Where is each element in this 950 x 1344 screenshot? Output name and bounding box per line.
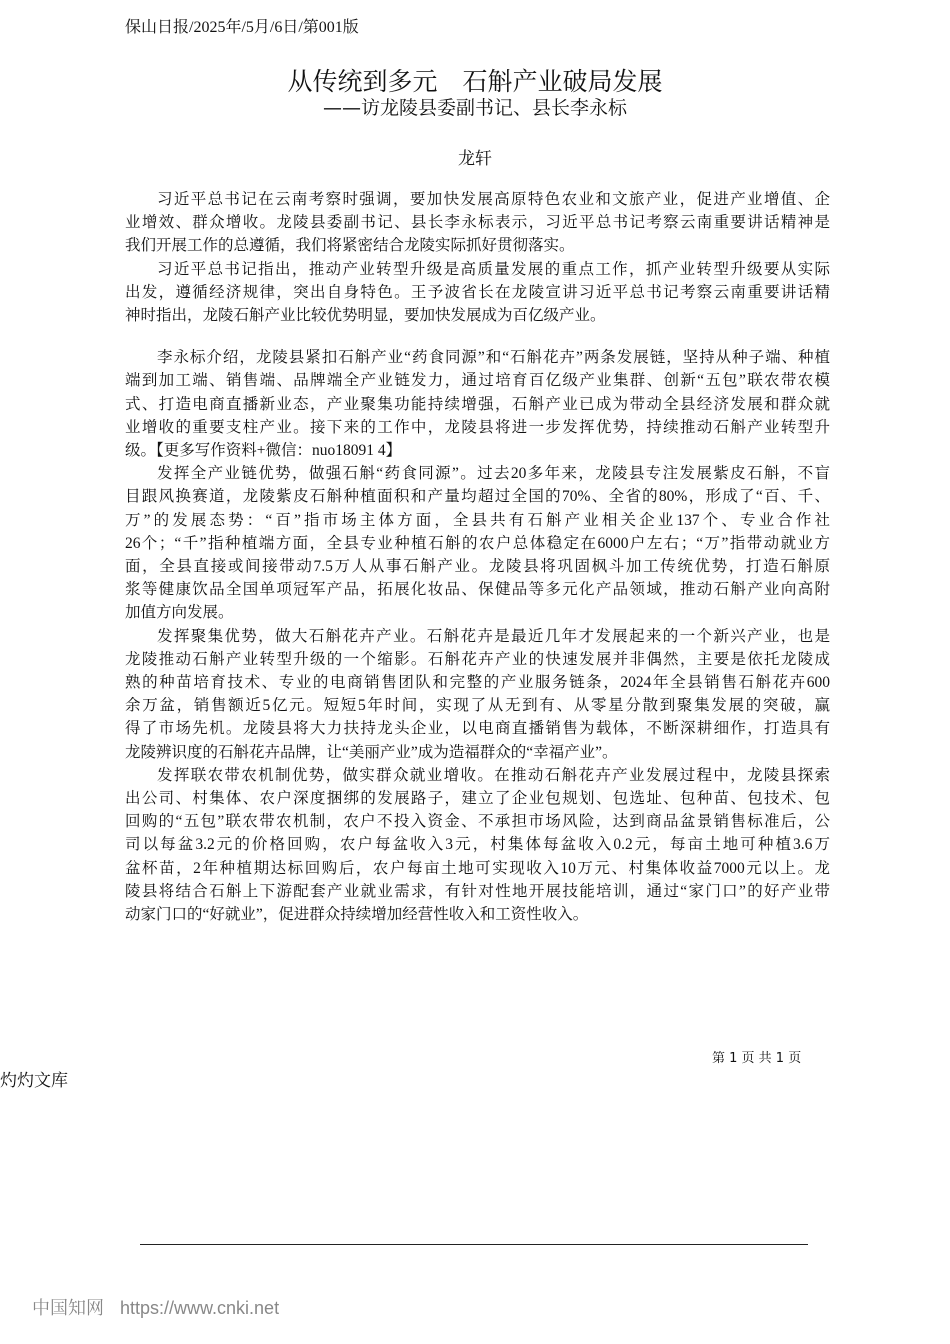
paragraph-line: 余万盆，销售额近5亿元。短短5年时间，实现了从无到有、从零星分散到聚集发展的突破，赢: [125, 697, 830, 715]
paragraph-line: 端到加工端、销售端、品牌端全产业链发力，通过培育百亿级产业集群、创新“五包”联农带农模: [125, 372, 830, 390]
source-line: 保山日报/2025年/5月/6日/第001版: [125, 19, 359, 36]
paragraph: [125, 188, 830, 258]
paragraph-line: 目跟风换赛道，龙陵紫皮石斛种植面积和产量均超过全国的70%、全省的80%，形成了“百、千、: [125, 488, 830, 506]
paragraph-line: 业增效、群众增收。龙陵县委副书记、县长李永标表示，习近平总书记考察云南重要讲话精神是: [125, 214, 830, 232]
article-subtitle: ——访龙陵县委副书记、县长李永标: [322, 97, 627, 119]
paragraph-line: 出发，遵循经济规律，突出自身特色。王予波省长在龙陵宣讲习近平总书记考察云南重要讲话精: [125, 283, 830, 301]
paragraph-line: 级。【更多写作资料+微信：nuo18091 4】: [125, 442, 402, 460]
page-number: 第 1 页 共 1 页: [712, 1051, 802, 1066]
paragraph-line: 浆等健康饮品全国单项冠军产品，拓展化妆品、保健品等多元化产品领域，推动石斛产业向高附: [125, 581, 830, 599]
paragraph-line: 发挥联农带农机制优势，做实群众就业增收。在推动石斛花卉产业发展过程中，龙陵县探索: [157, 766, 830, 784]
paragraph-line: 李永标介绍，龙陵县紧扣石斛产业“药食同源”和“石斛花卉”两条发展链，坚持从种子端、种植: [157, 349, 830, 367]
paragraph-line: 业增收的重要支柱产业。接下来的工作中，龙陵县将进一步发挥优势，持续推动石斛产业转型升: [125, 418, 830, 436]
paragraph-line: 回购的“五包”联农带农机制，农户不投入资金、不承担市场风险，达到商品盆景销售标准后，公: [125, 813, 830, 831]
library-watermark: 灼灼文库: [0, 1071, 68, 1091]
paragraph-line: 26个；“千”指种植端方面，全县专业种植石斛的农户总体稳定在6000户左右；“万”指带动就业方: [125, 534, 830, 552]
paragraph-line: 我们开展工作的总遵循，我们将紧密结合龙陵实际抓好贯彻落实。: [125, 237, 575, 255]
paragraph-line: 龙陵推动石斛产业转型升级的一个缩影。石斛花卉产业的快速发展并非偶然，主要是依托龙陵成: [125, 650, 830, 668]
cnki-name: 中国知网: [32, 1298, 104, 1318]
paragraph-line: 发挥全产业链优势，做强石斛“药食同源”。过去20多年来，龙陵县专注发展紫皮石斛，不盲: [157, 465, 830, 483]
paragraph-line: 习近平总书记在云南考察时强调，要加快发展高原特色农业和文旅产业，促进产业增值、企: [157, 191, 830, 208]
paragraph: [125, 258, 830, 328]
cnki-footer: [32, 1294, 295, 1320]
paragraph-line: 万”的发展态势：“百”指市场主体方面，全县共有石斛产业相关企业137个、专业合作社: [125, 511, 830, 529]
article-body: [125, 188, 830, 926]
paragraph-line: 加值方向发展。: [125, 604, 234, 622]
paragraph: [125, 346, 830, 462]
paragraph-line: 司以每盆3.2元的价格回购，农户每盆收入3元，村集体每盆收入0.2元，每亩土地可种植3.6万: [125, 836, 830, 854]
paragraph: [125, 625, 830, 764]
footer-divider: [140, 1244, 808, 1245]
paragraph-line: 式、打造电商直播新业态，产业聚集功能持续增强，石斛产业已成为带动全县经济发展和群众就: [125, 395, 830, 413]
paragraph-line: 盆杯苗，2年种植期达标回购后，农户每亩土地可实现收入10万元、村集体收益7000元以上。龙: [125, 859, 830, 877]
paragraph-line: 发挥聚集优势，做大石斛花卉产业。石斛花卉是最近几年才发展起来的一个新兴产业，也是: [157, 627, 830, 645]
article-author: 龙轩: [458, 149, 492, 169]
paragraph-line: 陵县将结合石斛上下游配套产业就业需求，有针对性地开展技能培训，通过“家门口”的好产业带: [125, 882, 830, 900]
paragraph-line: 面，全县直接或间接带动7.5万人从事石斛产业。龙陵县将巩固枫斗加工传统优势，打造石斛原: [125, 558, 830, 576]
article-title: 从传统到多元 石斛产业破局发展: [287, 67, 663, 96]
paragraph-line: 熟的种苗培育技术、专业的电商销售团队和完整的产业服务链条，2024年全县销售石斛花卉600: [125, 674, 830, 692]
paragraph: [125, 462, 830, 624]
paragraph-line: 龙陵辨识度的石斛花卉品牌，让“美丽产业”成为造福群众的“幸福产业”。: [125, 743, 618, 761]
paragraph-line: 得了市场先机。龙陵县将大力扶持龙头企业，以电商直播销售为载体，不断深耕细作，打造具有: [125, 720, 830, 738]
paragraph: [125, 764, 830, 926]
cnki-url[interactable]: https://www.cnki.net: [120, 1298, 280, 1318]
paragraph-line: 出公司、村集体、农户深度捆绑的发展路子，建立了企业包规划、包选址、包种苗、包技术、包: [125, 790, 830, 808]
paragraph-line: 神时指出，龙陵石斛产业比较优势明显，要加快发展成为百亿级产业。: [125, 307, 606, 325]
paragraph-line: 习近平总书记指出，推动产业转型升级是高质量发展的重点工作，抓产业转型升级要从实际: [157, 260, 830, 278]
paragraph-line: 动家门口的“好就业”，促进群众持续增加经营性收入和工资性收入。: [125, 906, 589, 924]
